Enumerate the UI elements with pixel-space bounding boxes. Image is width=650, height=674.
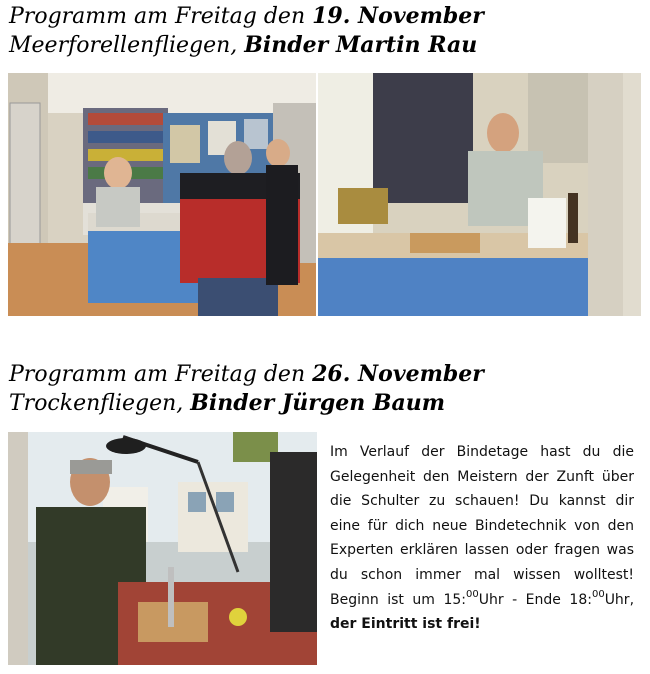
photo-shop-tying-table-image — [8, 73, 316, 316]
section2-title-date: 26. November — [312, 361, 484, 387]
event-time-end-minutes: 00 — [591, 588, 605, 600]
section2-title — [9, 360, 484, 389]
section1-binder-name: Binder Martin Rau — [244, 32, 478, 58]
photo-tier-martin-rau — [318, 73, 641, 316]
section2-binder-name: Binder Jürgen Baum — [190, 390, 445, 416]
photo-tier-juergen-baum-image — [8, 432, 317, 665]
event-time-end-suffix: Uhr, — [604, 591, 635, 608]
event-description — [330, 440, 634, 637]
photo-tier-martin-rau-image — [318, 73, 641, 316]
event-time-begin-minutes: 00 — [466, 588, 479, 600]
photo-tier-juergen-baum — [8, 432, 317, 665]
event-time-begin: Beginn ist um 15: — [330, 591, 466, 608]
event-description-body: Im Verlauf der Bindetage hast du die Gelegenheit den Meistern der Zunft über die Schulter zu schauen! Du kannst dir eine für dich neue Bindetechnik von den Experten erklären lassen oder fragen was du schon immer mal wissen wolltest! — [330, 444, 634, 583]
section1-subtitle — [9, 31, 477, 60]
section2-subtitle-prefix: Trockenfliegen, — [9, 391, 191, 416]
section2-title-prefix: Programm am Freitag den — [9, 362, 313, 387]
section2-subtitle — [9, 389, 445, 418]
section1-title-prefix: Programm am Freitag den — [9, 4, 313, 29]
section1-title-date: 19. November — [312, 3, 484, 29]
free-entry-text: der Eintritt ist frei — [330, 616, 475, 633]
free-entry-exclamation: ! — [474, 616, 481, 633]
section1-title — [9, 2, 484, 31]
event-time-end: Uhr - Ende 18: — [478, 591, 592, 608]
photo-shop-tying-table — [8, 73, 316, 316]
section1-subtitle-prefix: Meerforellenfliegen, — [9, 33, 245, 58]
